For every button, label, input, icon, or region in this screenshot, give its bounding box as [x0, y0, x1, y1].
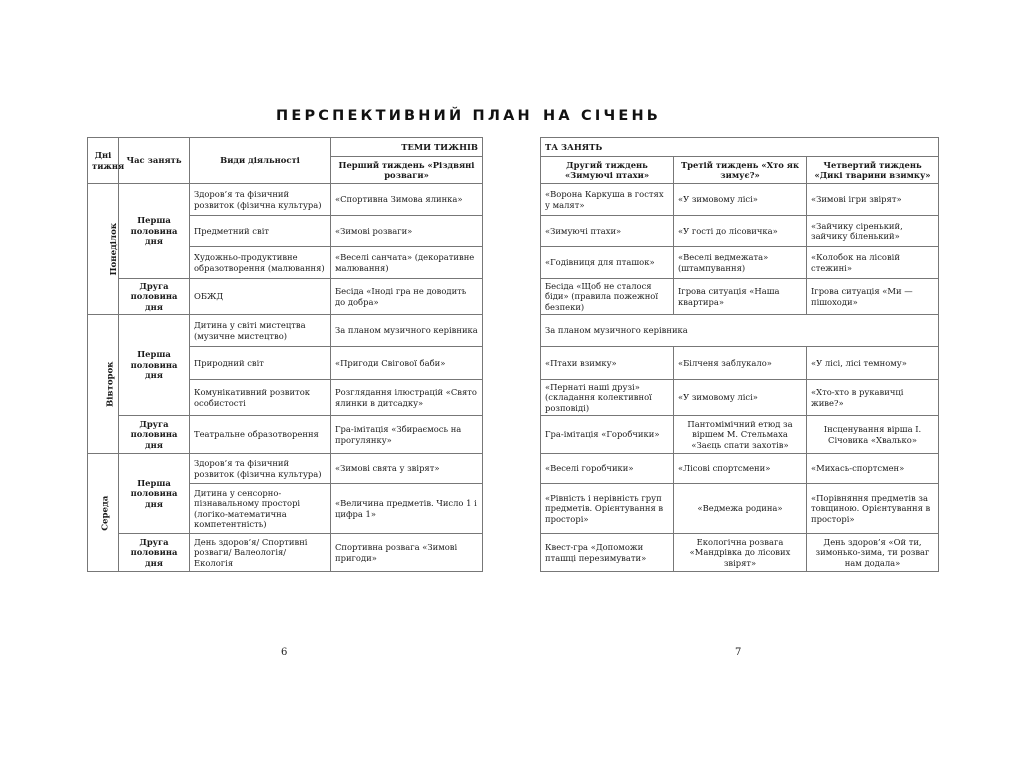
- activity-cell: ОБЖД: [190, 279, 331, 315]
- week2-cell: Гра-імітація «Горобчики»: [541, 416, 674, 454]
- week3-cell: Екологічна розвага «Мандрівка до лісових звірят»: [674, 534, 807, 572]
- week3-cell: «Ведмежа родина»: [674, 484, 807, 534]
- week2-cell: «Зимуючі птахи»: [541, 216, 674, 247]
- week4-cell: Інсценування вірша І. Січовика «Хвалько»: [807, 416, 939, 454]
- week3-cell: «Веселі ведмежата» (штампування): [674, 247, 807, 279]
- half-first: Перша половина дня: [119, 184, 190, 279]
- week2-cell: «Пернаті наші друзі» (складання колективної розповіді): [541, 380, 674, 416]
- half-second: Друга половина дня: [119, 279, 190, 315]
- week3-cell: «Білченя заблукало»: [674, 347, 807, 380]
- week4-cell: «Порівняння предметів за товщиною. Орієнтування в просторі»: [807, 484, 939, 534]
- week2-cell: Квест-гра «Допоможи пташці перезимувати»: [541, 534, 674, 572]
- half-first: Перша половина дня: [119, 315, 190, 416]
- col-week3-header: Третій тиждень «Хто як зимує?»: [674, 157, 807, 184]
- activity-cell: День здоров’я/ Спортивні розваги/ Валеологія/ Екологія: [190, 534, 331, 572]
- week1-cell: «Величина предметів. Число 1 і цифра 1»: [331, 484, 483, 534]
- week3-cell: Пантомімічний етюд за віршем М. Стельмаха «Заєць спати захотів»: [674, 416, 807, 454]
- half-second: Друга половина дня: [119, 416, 190, 454]
- week4-cell: «У лісі, лісі темному»: [807, 347, 939, 380]
- page-title-right: НА СІЧЕНЬ: [543, 108, 662, 124]
- week2-cell: «Рівність і нерівність груп предметів. Орієнтування в просторі»: [541, 484, 674, 534]
- half-second: Друга половина дня: [119, 534, 190, 572]
- col-week1-header: Перший тиждень «Різдвяні розваги»: [331, 157, 483, 184]
- activity-cell: Театральне образотворення: [190, 416, 331, 454]
- activity-cell: Здоров’я та фізичний розвиток (фізична культура): [190, 184, 331, 216]
- plan-table-left: [87, 137, 483, 572]
- week1-cell: Розглядання ілюстрацій «Свято ялинки в дитсадку»: [331, 380, 483, 416]
- col-themes-header: ТЕМИ ТИЖНІВ: [331, 138, 483, 157]
- week1-cell: «Веселі санчата» (декоративне малювання): [331, 247, 483, 279]
- week4-cell: «Зайчику сіренький, зайчику біленький»: [807, 216, 939, 247]
- week3-cell: «Лісові спортсмени»: [674, 454, 807, 484]
- week1-cell: «Зимові розваги»: [331, 216, 483, 247]
- week2-cell: «Ворона Каркуша в гостях у малят»: [541, 184, 674, 216]
- week2-cell: «Птахи взимку»: [541, 347, 674, 380]
- week3-cell: «У гості до лісовичка»: [674, 216, 807, 247]
- week1-cell: «Пригоди Свігової баби»: [331, 347, 483, 380]
- week2-cell: «Годівниця для пташок»: [541, 247, 674, 279]
- week2-cell: Бесіда «Щоб не сталося біди» (правила пожежної безпеки): [541, 279, 674, 315]
- week1-cell: За планом музичного керівника: [331, 315, 483, 347]
- music-plan-row: За планом музичного керівника: [541, 315, 939, 347]
- activity-cell: Дитина у світі мистецтва (музичне мистецтво): [190, 315, 331, 347]
- week3-cell: «У зимовому лісі»: [674, 184, 807, 216]
- page-number-left: 6: [281, 647, 288, 658]
- day-monday: Понеділок: [88, 184, 119, 315]
- week1-cell: «Зимові свята у звірят»: [331, 454, 483, 484]
- week4-cell: «Колобок на лісовій стежині»: [807, 247, 939, 279]
- col-week2-header: Другий тиждень «Зимуючі птахи»: [541, 157, 674, 184]
- col-activity-header: Види діяльності: [190, 138, 331, 184]
- week1-cell: «Спортивна Зимова ялинка»: [331, 184, 483, 216]
- col-week4-header: Четвертий тиждень «Дикі тварини взимку»: [807, 157, 939, 184]
- week4-cell: «Зимові ігри звірят»: [807, 184, 939, 216]
- week3-cell: «У зимовому лісі»: [674, 380, 807, 416]
- page-number-right: 7: [735, 647, 742, 658]
- plan-table-right: [540, 137, 939, 572]
- activity-cell: Предметний світ: [190, 216, 331, 247]
- activity-cell: Дитина у сенсорно-пізнавальному просторі (логіко-математична компетентність): [190, 484, 331, 534]
- week1-cell: Гра-імітація «Збираємось на прогулянку»: [331, 416, 483, 454]
- week2-cell: «Веселі горобчики»: [541, 454, 674, 484]
- week1-cell: Спортивна розвага «Зимові пригоди»: [331, 534, 483, 572]
- page-title-left: ПЕРСПЕКТИВНИЙ ПЛАН: [276, 108, 533, 124]
- right-header: ТА ЗАНЯТЬ: [541, 138, 939, 157]
- day-tuesday: Вівторок: [88, 315, 119, 454]
- week4-cell: Ігрова ситуація «Ми — пішоходи»: [807, 279, 939, 315]
- week1-cell: Бесіда «Іноді гра не доводить до добра»: [331, 279, 483, 315]
- activity-cell: Художньо-продуктивне образотворення (малювання): [190, 247, 331, 279]
- day-wednesday: Середа: [88, 454, 119, 572]
- activity-cell: Здоров’я та фізичний розвиток (фізична культура): [190, 454, 331, 484]
- week4-cell: День здоров’я «Ой ти, зимонько-зима, ти розваг нам додала»: [807, 534, 939, 572]
- col-day-header: Дні тижня: [88, 138, 119, 184]
- week4-cell: «Хто-хто в рукавичці живе?»: [807, 380, 939, 416]
- col-time-header: Час занять: [119, 138, 190, 184]
- activity-cell: Комунікативний розвиток особистості: [190, 380, 331, 416]
- half-first: Перша половина дня: [119, 454, 190, 534]
- activity-cell: Природний світ: [190, 347, 331, 380]
- week3-cell: Ігрова ситуація «Наша квартира»: [674, 279, 807, 315]
- week4-cell: «Михась-спортсмен»: [807, 454, 939, 484]
